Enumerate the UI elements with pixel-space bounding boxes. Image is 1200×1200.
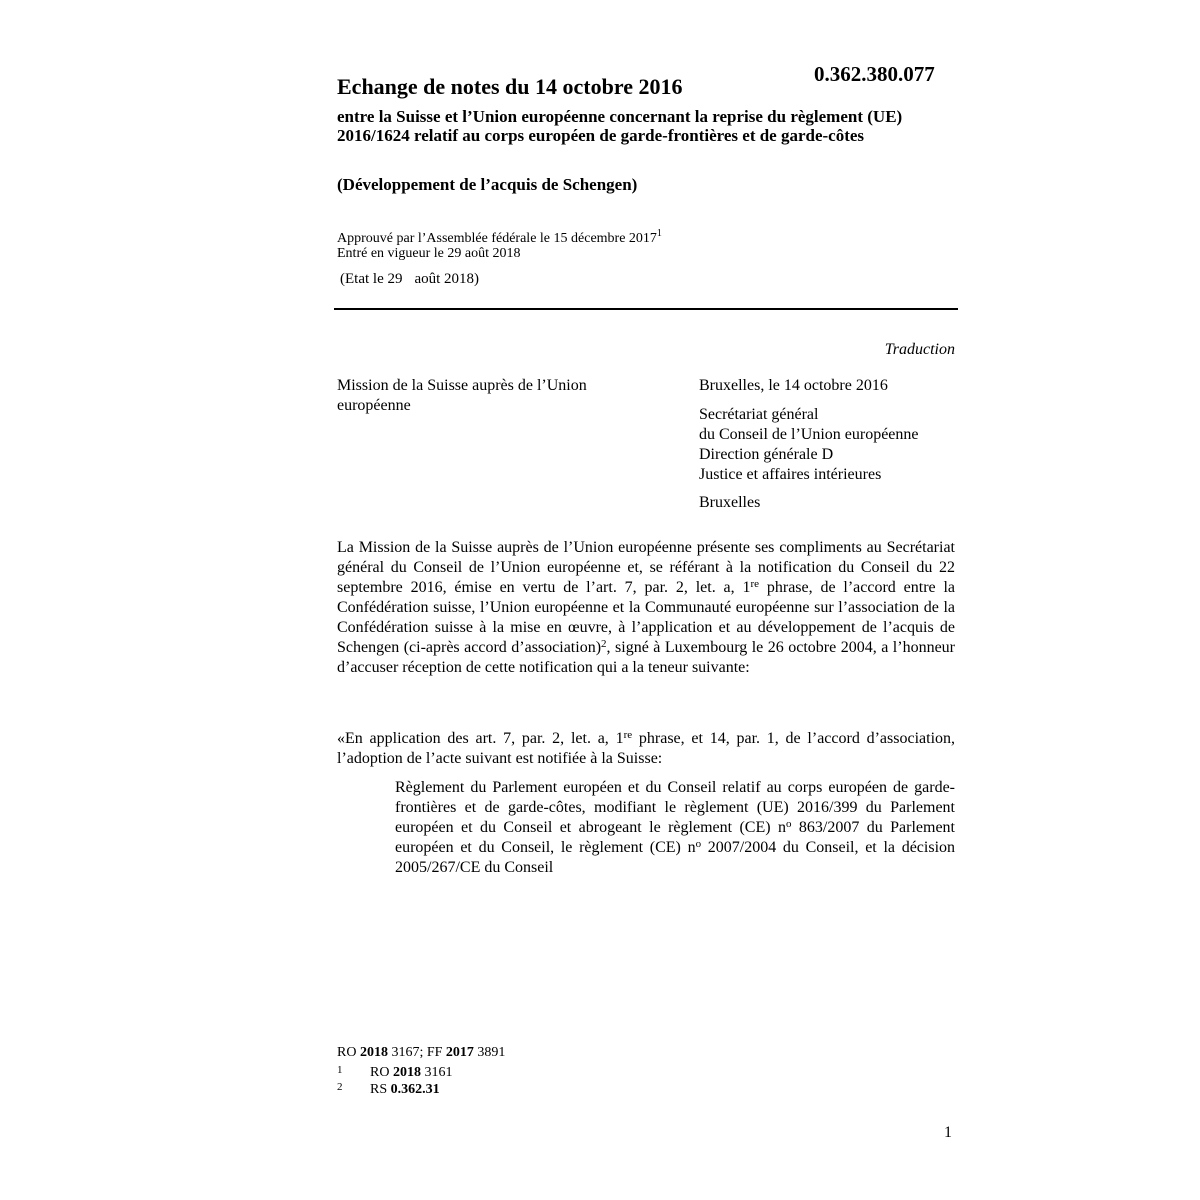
letter-place-date: Bruxelles, le 14 octobre 2016: [699, 377, 888, 394]
para1-text-b: phrase, de l’accord entre la Confédération suisse, l’Union européenne et la Communauté européenne sur l’association de la Confédération suisse à la mise en œuvre, à l’application et au développement de l’acquis de Schengen (ci-après accord d’association): [337, 579, 956, 656]
doc-number: 0.362.380.077: [814, 62, 935, 86]
state-suffix: août 2018): [414, 271, 480, 287]
footnote-number: 1: [337, 1064, 343, 1076]
footnote-number: 2: [337, 1081, 343, 1093]
footnote-bold: 2018: [392, 1065, 421, 1080]
doc-subtitle: entre la Suisse et l’Union européenne concernant la reprise du règlement (UE) 2016/1624 relatif au corps européen de garde-frontières et de garde-côtes: [337, 107, 903, 145]
quote-text-b: 863/2007 du Parlement européen et du Conseil, le règlement (CE) n: [395, 819, 955, 856]
footnote-suffix: 3161: [424, 1065, 453, 1080]
quote-sup-2: o: [695, 838, 702, 850]
footnote-prefix: RO: [370, 1065, 390, 1080]
quote-text-a: Règlement du Parlement européen et du Conseil relatif au corps européen de garde-frontières et de garde-côtes, modifiant le règlement (UE) 2016/399 du Parlement européen et du Conseil et abrogeant le règlement (CE) n: [395, 779, 955, 836]
state-date: [340, 271, 479, 288]
quote-text-c: 2007/2004 du Conseil, et la décision 2005/267/CE du Conseil: [395, 839, 956, 876]
footnote-ref-1[interactable]: 1: [656, 228, 662, 239]
paragraph-1: [337, 538, 955, 678]
letter-recipient: [699, 405, 979, 485]
page-number: 1: [944, 1124, 952, 1141]
quoted-act: [395, 778, 955, 878]
quote-sup-1: o: [785, 818, 792, 830]
footnote-2: [337, 1079, 440, 1098]
ref-ro-year: 2018: [359, 1045, 388, 1060]
footnote-bold: 0.362.31: [390, 1082, 440, 1097]
translation-label: Traduction: [884, 341, 955, 358]
ref-ff-page: 3891: [477, 1045, 506, 1060]
para2-sup: re: [623, 729, 633, 741]
recipient-city: Bruxelles: [699, 494, 761, 511]
footnote-prefix: RS: [370, 1082, 388, 1097]
para1-text-a: La Mission de la Suisse auprès de l’Union européenne présente ses compliments au Secrétariat général du Conseil de l’Union européenne et, se référant à la notification du Conseil du 22 septembre 2016, émise en vertu de l’art. 7, par. 2, let. a, 1: [337, 539, 955, 596]
ref-ro: RO: [337, 1045, 357, 1060]
recipient-line: Justice et affaires intérieures: [699, 466, 882, 483]
para2-text-b: phrase, et 14, par. 1, de l’accord d’association, l’adoption de l’acte suivant est notifiée à la Suisse:: [337, 730, 956, 767]
para1-text-c: , signé à Luxembourg le 26 octobre 2004, a l’honneur d’accuser réception de cette notification qui a la teneur suivante:: [337, 639, 956, 676]
footnote-ref-2[interactable]: 2: [601, 638, 607, 650]
doc-schengen-note: (Développement de l’acquis de Schengen): [337, 175, 638, 194]
paragraph-2: [337, 729, 955, 769]
state-prefix: (Etat le 29: [340, 271, 403, 287]
recipient-line: Direction générale D: [699, 446, 834, 463]
recipient-line: Secrétariat général: [699, 406, 819, 423]
para2-text-a: «En application des art. 7, par. 2, let. a, 1: [337, 730, 624, 747]
approval-line: [337, 228, 662, 247]
ref-ff-year: 2017: [445, 1045, 474, 1060]
recipient-line: du Conseil de l’Union européenne: [699, 426, 919, 443]
publication-reference: [337, 1044, 505, 1061]
header-divider: [334, 308, 958, 310]
entry-into-force: Entré en vigueur le 29 août 2018: [337, 246, 521, 261]
approval-text: Approuvé par l’Assemblée fédérale le 15 décembre 2017: [337, 231, 657, 246]
ref-ro-page: 3167; FF: [391, 1045, 443, 1060]
page-title: Echange de notes du 14 octobre 2016: [337, 74, 683, 99]
letter-sender: Mission de la Suisse auprès de l’Union européenne: [337, 377, 587, 414]
para1-sup: re: [750, 578, 760, 590]
